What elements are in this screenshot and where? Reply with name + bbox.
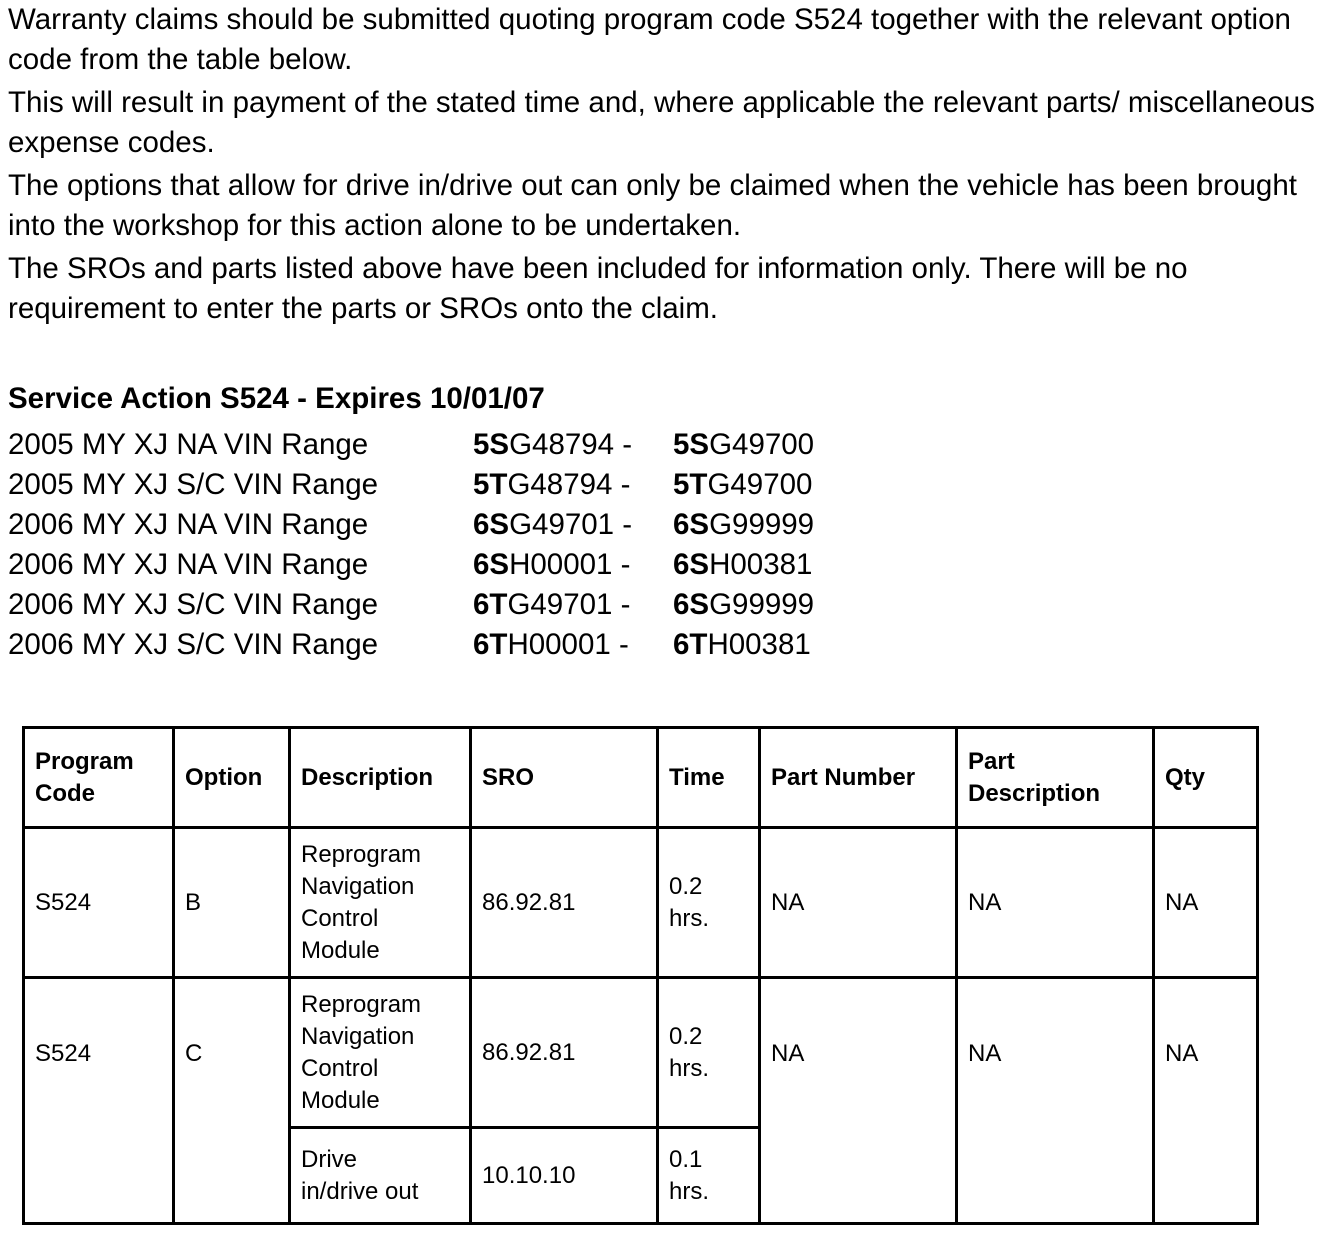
- paragraph: The options that allow for drive in/drive out can only be claimed when the vehicle has been brought into the workshop for this action alone to be undertaken.: [8, 169, 1297, 242]
- vin-suffix: H00381: [709, 548, 813, 581]
- cell-qty: NA: [1154, 828, 1258, 978]
- vin-separator: -: [612, 548, 631, 581]
- cell-part-number: [760, 978, 957, 1224]
- vin-range-start: [473, 465, 673, 505]
- vin-suffix: G49701: [507, 588, 613, 621]
- cell-sro: 86.92.81: [471, 828, 658, 978]
- vin-suffix: G49700: [707, 468, 813, 501]
- cell-text: Navigation: [301, 1022, 415, 1050]
- cell-sro: 10.10.10: [471, 1128, 658, 1224]
- vin-separator: -: [614, 508, 633, 541]
- vin-range-list: [8, 425, 814, 665]
- vin-prefix: 6T: [473, 588, 508, 621]
- cell-text: Module: [301, 936, 380, 964]
- cell-text: hrs.: [669, 1177, 710, 1205]
- header-time: Time: [658, 728, 760, 828]
- header-program-code: [24, 728, 174, 828]
- vin-prefix: 6T: [473, 628, 508, 661]
- cell-part-description: NA: [957, 828, 1154, 978]
- cell-time: [658, 828, 760, 978]
- header-text: Program: [35, 747, 134, 775]
- cell-text: Reprogram: [301, 990, 422, 1018]
- vin-suffix: H00381: [707, 628, 811, 661]
- cell-time: [658, 1128, 760, 1224]
- cell-text: 0.1: [669, 1145, 703, 1173]
- intro-text: [8, 0, 1318, 332]
- vin-prefix: 6T: [673, 628, 708, 661]
- vin-prefix: 6S: [673, 588, 710, 621]
- paragraph: Warranty claims should be submitted quoting program code S524 together with the relevant option code from the table below.: [8, 3, 1291, 76]
- cell-text: Navigation: [301, 872, 415, 900]
- vin-separator: -: [612, 468, 631, 501]
- cell-text: 0.2: [669, 1022, 703, 1050]
- vin-prefix: 6S: [473, 508, 510, 541]
- vin-suffix: G49701: [509, 508, 615, 541]
- vin-range-row: [8, 465, 814, 505]
- vin-prefix: 5S: [673, 428, 710, 461]
- paragraph: The SROs and parts listed above have been included for information only. There will be no requirement to enter the parts or SROs onto the claim.: [8, 252, 1188, 325]
- vin-prefix: 5T: [473, 468, 508, 501]
- vin-suffix: G99999: [709, 508, 815, 541]
- vin-range-label: 2006 MY XJ S/C VIN Range: [8, 628, 379, 661]
- vin-range-row: [8, 545, 814, 585]
- vin-range-end: [673, 465, 812, 505]
- vin-prefix: 5S: [473, 428, 510, 461]
- cell-time: [658, 978, 760, 1128]
- vin-range-label: 2006 MY XJ S/C VIN Range: [8, 588, 379, 621]
- vin-suffix: H00001: [509, 548, 613, 581]
- vin-range-start: [473, 585, 673, 625]
- vin-range-start: [473, 545, 673, 585]
- cell-program-code: S524: [24, 828, 174, 978]
- cell-option: [174, 978, 290, 1224]
- table-row: [24, 828, 1258, 978]
- cell-part-number: NA: [760, 828, 957, 978]
- vin-range-row: [8, 585, 814, 625]
- cell-program-code: [24, 978, 174, 1224]
- vin-range-end: [673, 625, 811, 665]
- vin-prefix: 6S: [673, 508, 710, 541]
- cell-text: in/drive out: [301, 1177, 419, 1205]
- vin-range-start: [473, 425, 673, 465]
- cell-text: Drive: [301, 1145, 358, 1173]
- cell-text: 0.2: [669, 872, 703, 900]
- header-text: Part: [968, 747, 1015, 775]
- vin-range-end: [673, 505, 814, 545]
- vin-separator: -: [614, 428, 633, 461]
- cell-part-description: [957, 978, 1154, 1224]
- header-part-number: Part Number: [760, 728, 957, 828]
- vin-range-row: [8, 505, 814, 545]
- service-action-heading: Service Action S524 - Expires 10/01/07: [8, 382, 545, 415]
- vin-prefix: 6S: [473, 548, 510, 581]
- vin-separator: -: [612, 588, 631, 621]
- table-header-row: [24, 728, 1258, 828]
- vin-suffix: G49700: [709, 428, 815, 461]
- vin-suffix: G48794: [507, 468, 613, 501]
- paragraph: This will result in payment of the stated time and, where applicable the relevant parts/ miscellaneous expense codes.: [8, 86, 1315, 159]
- vin-range-label: 2006 MY XJ NA VIN Range: [8, 548, 369, 581]
- cell-text: C: [185, 1040, 203, 1067]
- cell-text: hrs.: [669, 904, 710, 932]
- header-sro: SRO: [471, 728, 658, 828]
- cell-text: NA: [968, 1040, 1002, 1067]
- cell-text: NA: [771, 1040, 805, 1067]
- header-text: Code: [35, 779, 95, 807]
- vin-range-label: 2006 MY XJ NA VIN Range: [8, 508, 369, 541]
- header-part-description: [957, 728, 1154, 828]
- vin-range-start: [473, 625, 673, 665]
- vin-suffix: G48794: [509, 428, 615, 461]
- vin-range-end: [673, 585, 814, 625]
- cell-description: [290, 828, 471, 978]
- header-text: Description: [968, 779, 1101, 807]
- vin-range-row: [8, 625, 814, 665]
- vin-range-row: [8, 425, 814, 465]
- cell-sro: 86.92.81: [471, 978, 658, 1128]
- vin-suffix: H00001: [507, 628, 611, 661]
- cell-description: [290, 1128, 471, 1224]
- vin-range-label: 2005 MY XJ S/C VIN Range: [8, 468, 379, 501]
- vin-range-label: 2005 MY XJ NA VIN Range: [8, 428, 369, 461]
- vin-prefix: 6S: [673, 548, 710, 581]
- cell-text: NA: [1165, 1040, 1199, 1067]
- header-qty: Qty: [1154, 728, 1258, 828]
- vin-range-start: [473, 505, 673, 545]
- cell-text: Reprogram: [301, 840, 422, 868]
- vin-range-end: [673, 545, 812, 585]
- header-option: Option: [174, 728, 290, 828]
- vin-range-end: [673, 425, 814, 465]
- cell-qty: [1154, 978, 1258, 1224]
- claims-table: [22, 726, 1259, 1225]
- table-row: [24, 978, 1258, 1128]
- cell-text: hrs.: [669, 1054, 710, 1082]
- cell-description: [290, 978, 471, 1128]
- cell-text: Control: [301, 904, 379, 932]
- cell-text: Control: [301, 1054, 379, 1082]
- cell-option: B: [174, 828, 290, 978]
- vin-suffix: G99999: [709, 588, 815, 621]
- vin-prefix: 5T: [673, 468, 708, 501]
- header-description: Description: [290, 728, 471, 828]
- cell-text: Module: [301, 1086, 380, 1114]
- cell-text: S524: [35, 1040, 92, 1067]
- vin-separator: -: [610, 628, 629, 661]
